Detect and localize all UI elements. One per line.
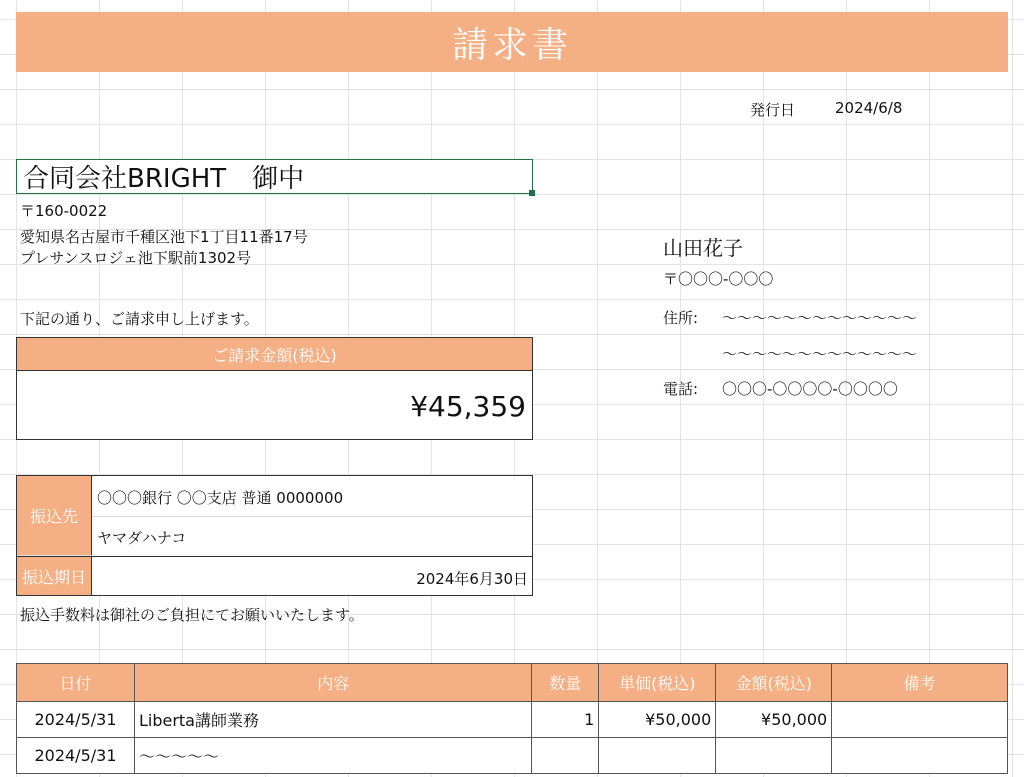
transfer-divider <box>92 516 532 517</box>
items-table <box>16 663 1008 774</box>
issuer-postal: 〒〇〇〇-〇〇〇 <box>663 270 774 288</box>
item-amount[interactable] <box>716 738 832 774</box>
amount-label: ご請求金額(税込) <box>17 338 532 371</box>
transfer-box <box>16 475 533 596</box>
client-name: 合同会社BRIGHT 御中 <box>23 164 305 194</box>
issue-date-label: 発行日 <box>750 101 796 119</box>
issue-date: 2024/6/8 <box>835 99 903 117</box>
invoice-title: 請求書 <box>16 12 1008 72</box>
header-date: 日付 <box>17 664 135 702</box>
item-notes[interactable] <box>832 702 1008 738</box>
item-quantity[interactable] <box>532 738 599 774</box>
header-description: 内容 <box>134 664 531 702</box>
table-row <box>17 738 1008 774</box>
item-notes[interactable] <box>832 738 1008 774</box>
transfer-dest-label: 振込先 <box>17 476 92 556</box>
transfer-fee-note: 振込手数料は御社のご負担にてお願いいたします。 <box>20 606 364 624</box>
items-header-row <box>17 664 1008 702</box>
amount-value: ¥45,359 <box>410 390 526 423</box>
client-name-cell[interactable] <box>16 159 533 194</box>
item-date[interactable]: 2024/5/31 <box>17 738 135 774</box>
item-amount[interactable]: ¥50,000 <box>716 702 832 738</box>
table-row <box>17 702 1008 738</box>
item-unit-price[interactable] <box>599 738 716 774</box>
transfer-row-divider <box>17 556 532 557</box>
transfer-bank: 〇〇〇銀行 〇〇支店 普通 0000000 <box>97 489 344 507</box>
issuer-phone-label: 電話: <box>663 380 699 398</box>
selection-fill-handle[interactable] <box>529 190 535 196</box>
client-postal: 〒160-0022 <box>20 202 108 220</box>
item-description[interactable]: Liberta講師業務 <box>134 702 531 738</box>
header-amount: 金額(税込) <box>716 664 832 702</box>
item-date[interactable]: 2024/5/31 <box>17 702 135 738</box>
header-quantity: 数量 <box>532 664 599 702</box>
transfer-account-name: ヤマダハナコ <box>97 529 187 547</box>
client-address-line1: 愛知県名古屋市千種区池下1丁目11番17号 <box>20 228 308 246</box>
transfer-deadline: 2024年6月30日 <box>416 570 528 588</box>
transfer-deadline-label: 振込期日 <box>17 557 92 595</box>
item-unit-price[interactable]: ¥50,000 <box>599 702 716 738</box>
item-description[interactable]: 〜〜〜〜〜 <box>134 738 531 774</box>
header-unit-price: 単価(税込) <box>599 664 716 702</box>
issuer-address-line2: 〜〜〜〜〜〜〜〜〜〜〜〜〜 <box>722 345 918 363</box>
issuer-name: 山田花子 <box>663 236 743 260</box>
client-address-line2: プレサンスロジェ池下駅前1302号 <box>20 249 252 267</box>
issuer-address-line1: 〜〜〜〜〜〜〜〜〜〜〜〜〜 <box>722 309 918 327</box>
issuer-address-label: 住所: <box>663 309 699 327</box>
intro-text: 下記の通り、ご請求申し上げます。 <box>20 310 259 328</box>
header-notes: 備考 <box>832 664 1008 702</box>
amount-box <box>16 337 533 440</box>
issuer-phone: 〇〇〇-〇〇〇〇-〇〇〇〇 <box>722 380 898 398</box>
item-quantity[interactable]: 1 <box>532 702 599 738</box>
